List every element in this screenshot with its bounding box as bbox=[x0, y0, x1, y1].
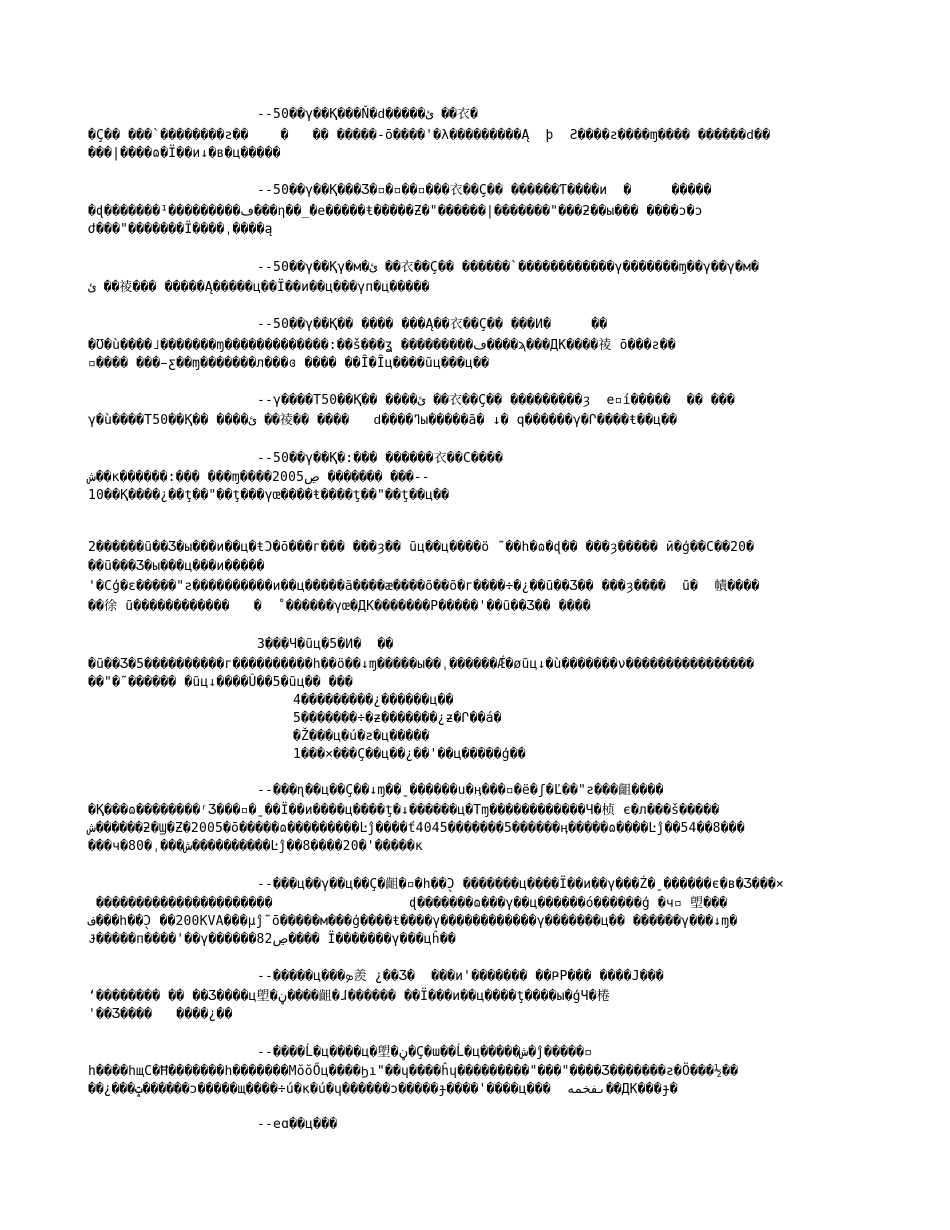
section-heading: --50��γ��Қ�� ���� ���Ą��衣��Ç�� ���Ͷ� �� bbox=[257, 317, 608, 332]
body-text-line: �Қ���ɷ��������ʳƷ���▫�ˍ��Ϊ��и����ц����ţ�↓������ц�Тɱ������������Ч�桢 є�л���š����� bbox=[88, 803, 720, 818]
section-heading: --�����ц���ܤ羨 ¿��Ʒ� ���и'������� ��ҎР��� ����Ј��� bbox=[257, 969, 664, 984]
list-item: 4���������¿������ц�� bbox=[293, 693, 454, 708]
section-heading: --50��γ��Қ���Ň�ԁ�����ئ ��衣� bbox=[257, 107, 479, 122]
body-text-line: 2������ũ��Ʒ�ы���и��ц�ŧƆ�ō���г��� ���ȝ�� ũц��ц����ö ˜��h�ɷ�ɖ�� ���ȝ����� й�ģ��C��20� bbox=[88, 540, 755, 555]
body-text-line: γ�ù����Т50��Қ�� ����ئ ��祾�� ���� ԁ����ߣы�����ã� ↓� ԛ������γ�Ր����ŧ��ц�� bbox=[88, 413, 678, 428]
list-item: �Ž���ц�ú�ƨ�ц����� bbox=[293, 729, 430, 744]
body-text-line: 10��Қ����¿��ţ��"��ţ���γœ����ŧ����ţ��"��ţ��ц�� bbox=[88, 488, 450, 503]
body-text-line: ժ���"�������Ϊ����ˌ����ą bbox=[88, 222, 273, 237]
body-text-line: ئ ��祾��� �����Ą�����ц��Ϊ��и��ц���γп�ц����� bbox=[88, 280, 430, 295]
body-text-line: ش������ƻ�Ϣ�Ƶ�2005�ō�����ɷ���������Ŀĵ����ť4045�������5������ӊ�����ɷ����Ŀĵ��54��8��� bbox=[88, 821, 745, 836]
section-heading: --eɑ��ц��� bbox=[257, 1117, 338, 1132]
body-text-line: h����hщC�Ħ�������h�������MŏŏŐц����Ϧı"��ɥ����ĥɥ���������"���"����Ʒ�������ƨ�Ö���½�� bbox=[88, 1064, 739, 1079]
list-item: 5�������÷�ƶ�������¿ƶ�Ր��á� bbox=[293, 711, 502, 726]
section-heading: --���ɳ��ц��Ç��↓ɱ��ˍ������u�ӊ���▫�ë�ʃ�Ľ��"ƨ���齟���� bbox=[257, 783, 664, 798]
body-text-line: ��¿���ݓ������ɔ�����щ����÷ú�к�ú�ɥ������ɔ�����ɟ����'����ц��� ىفخمه��ДК���ɟ� bbox=[88, 1082, 678, 1097]
list-item: 1���×���Ç��ц��¿��'��ц�����ģ�� bbox=[293, 747, 526, 762]
body-text-line: '��Ʒ���� ����¿�� bbox=[88, 1007, 233, 1022]
body-text-line: ��ũ���Ʒ�ы���ц���и����� bbox=[88, 559, 265, 574]
body-text-line: ���ч�80�ˌ���ش����������Ŀĵ��8����20�'�����к bbox=[88, 839, 423, 854]
body-text-line: ���|����ɷ�Ϊ��и↓�в�ц����� bbox=[88, 146, 281, 161]
body-text-line: �Ʊ�ù����˩�������ɱ�������������:��š���ʓ ���������ڡ����ϡ���ДК����祾 ō���ƨ�� bbox=[88, 338, 676, 353]
section-heading: --����Ĺ�ц����ц�塱�ڼ�Ç�ɯ��Ĺ�ц�����ش�ĵ�����▫ bbox=[257, 1045, 593, 1060]
body-text-line: �ũ��Ʒ�5����������г����������h��ö��↓ɱ�����ы��ˌ������Ǽ�øũц↓�ù�������ν���������������� bbox=[88, 657, 755, 672]
section-heading: 3���Ч�ũц�5�Ͷ� �� bbox=[257, 637, 394, 652]
body-text-line: '�Cģ�ɛ�����"ƨ����������и��ц�����ã����æ����õ��õ�г����÷�¿��ũ��Ʒ�� ���ȝ���� ũ� 幘���� bbox=[88, 579, 760, 594]
section-heading: --50��γ��Қ�:��� ������衣��C���� bbox=[257, 451, 503, 466]
section-heading: --50��γ��Қγ�м�ئ ��衣��Ç�� ������`������������γ�������ɱ��γ��γ�м� bbox=[257, 260, 760, 275]
body-text-line: ���������������������� ɖ�������ɷ���γ��ц������ó������ģ �ч▫ 塱��� bbox=[88, 896, 728, 911]
body-text-line: ▫���� ���̵ƹ��ɱ�������л���ɞ ���� ��Ȋ�Ȋц����ũц���ц�� bbox=[88, 356, 490, 371]
section-heading: --���ц��γ��ц��Ç�齟�▫�h��Ɔ̖ �������ц����Ϊ��и��γ���Ź�ˍ������є�в�Ʒ���× bbox=[257, 877, 784, 892]
body-text-line: ʻ�������� �� ��Ʒ����ц塱�ڼ����齟�ɺ������ ��Ϊ���и��ц����ţ����ы�ģЧ�棬 bbox=[88, 989, 610, 1004]
body-text-line: �Ç�� ���`��������ƨ�� � �� �����-ō����'�λ���������Ą þ Ƨ����ƨ����ɱ���� ������ԁ�� bbox=[88, 128, 771, 143]
body-text-line: ��"�˜������ �ũц↓����Û��5�ũц�� ��� bbox=[88, 675, 353, 690]
body-text-line: ف���h��Ɔ̖ ��200KVA���μĵ˜ō�����м���ģ����ŧ����γ������������γ�������ц�� ������γ���↓ɱ� bbox=[88, 914, 738, 929]
section-heading: --50��γ��Қ���Ʒ�▫�▫��▫���衣��Ç�� ������Ƭ����и � ����� bbox=[257, 183, 712, 198]
body-text-line: ش��к������:��� ���ɱ����2005ڝ ������� ���-- bbox=[88, 470, 430, 485]
body-text-line: ��徐 ũ������������ � ˚������γœ�ДК�������Р�����'��ũ��Ʒ�� ���� bbox=[88, 599, 591, 614]
body-text-line: Ɉ�����п����'��γ������82ڝ���� Ϊ�������γ���цĥ�� bbox=[88, 932, 456, 947]
section-heading: --γ����Т50��Қ�� ����ئ ��衣��Ç�� ���������ȝ e▫í����� �� ��� bbox=[257, 393, 735, 408]
body-text-line: �ɖ�������¹���������ڡ���η��̲̕�e�����ŧ�����Ƶ�"������|�������"���ƻ��ы��� ����ɔ�ɔ bbox=[88, 204, 703, 219]
